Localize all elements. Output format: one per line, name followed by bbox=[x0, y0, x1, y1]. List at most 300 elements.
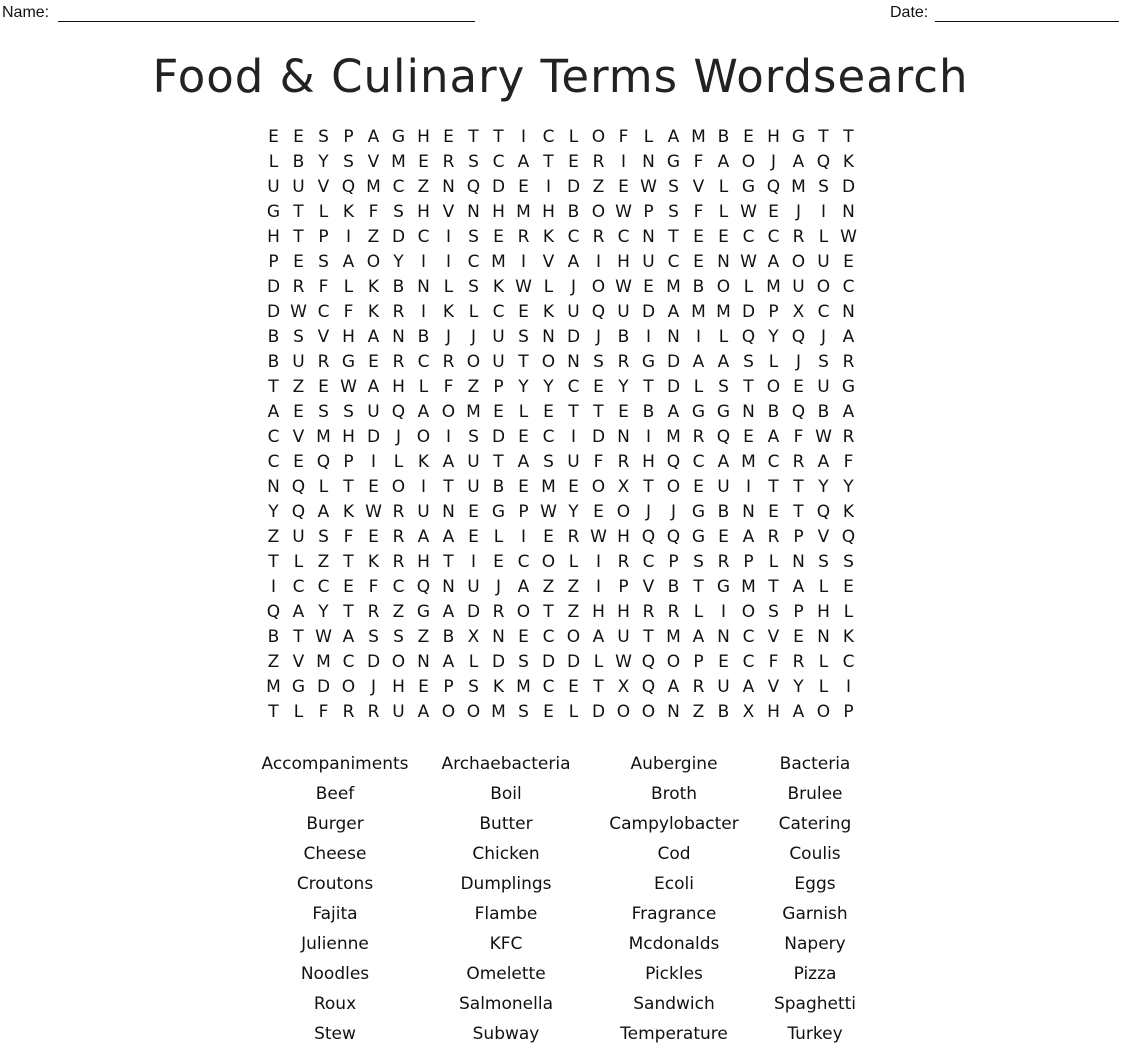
grid-letter: S bbox=[518, 326, 529, 347]
grid-row bbox=[261, 174, 861, 199]
grid-letter: B bbox=[717, 701, 730, 722]
grid-letter: P bbox=[693, 651, 704, 672]
grid-letter: R bbox=[392, 301, 405, 322]
grid-letter: L bbox=[818, 651, 829, 672]
grid-letter: D bbox=[566, 326, 581, 347]
grid-letter: T bbox=[493, 451, 504, 472]
grid-letter: C bbox=[467, 251, 480, 272]
grid-letter: N bbox=[392, 326, 405, 347]
grid-row bbox=[261, 224, 861, 249]
grid-letter: E bbox=[718, 226, 729, 247]
word-list-item: Turkey bbox=[787, 1024, 843, 1044]
grid-letter: P bbox=[768, 301, 779, 322]
word-list-item: Temperature bbox=[620, 1024, 728, 1044]
grid-letter: N bbox=[442, 576, 455, 597]
grid-letter: S bbox=[718, 376, 729, 397]
grid-letter: F bbox=[593, 451, 604, 472]
grid-letter: Z bbox=[392, 601, 405, 622]
grid-letter: A bbox=[517, 576, 530, 597]
grid-letter: L bbox=[418, 376, 429, 397]
grid-letter: R bbox=[617, 351, 630, 372]
grid-letter: I bbox=[520, 526, 526, 547]
grid-row bbox=[261, 449, 861, 474]
grid-letter: I bbox=[345, 226, 351, 247]
grid-letter: C bbox=[517, 551, 530, 572]
word-list-item: Pizza bbox=[793, 964, 837, 984]
grid-letter: E bbox=[418, 151, 429, 172]
grid-letter: O bbox=[441, 401, 456, 422]
grid-letter: M bbox=[716, 301, 731, 322]
grid-letter: E bbox=[518, 176, 529, 197]
grid-letter: P bbox=[318, 226, 329, 247]
grid-row bbox=[261, 649, 861, 674]
date-line[interactable] bbox=[935, 21, 1119, 22]
grid-row bbox=[261, 549, 861, 574]
grid-letter: G bbox=[391, 126, 406, 147]
grid-letter: L bbox=[768, 351, 779, 372]
grid-letter: C bbox=[692, 451, 705, 472]
grid-letter: M bbox=[366, 176, 381, 197]
grid-row bbox=[261, 274, 861, 299]
grid-letter: M bbox=[316, 651, 331, 672]
grid-letter: L bbox=[743, 276, 754, 297]
grid-letter: K bbox=[492, 676, 505, 697]
grid-letter: J bbox=[770, 151, 776, 172]
grid-letter: E bbox=[718, 526, 729, 547]
grid-letter: D bbox=[666, 376, 681, 397]
grid-row bbox=[261, 624, 861, 649]
grid-letter: E bbox=[293, 401, 304, 422]
grid-letter: L bbox=[843, 601, 854, 622]
grid-letter: A bbox=[792, 576, 805, 597]
grid-letter: K bbox=[842, 626, 855, 647]
grid-letter: Z bbox=[267, 651, 280, 672]
grid-letter: R bbox=[292, 276, 305, 297]
grid-letter: X bbox=[617, 476, 630, 497]
grid-letter: M bbox=[666, 626, 681, 647]
grid-letter: O bbox=[716, 276, 731, 297]
date-label: Date: bbox=[890, 4, 929, 21]
grid-letter: U bbox=[467, 576, 480, 597]
grid-letter: U bbox=[292, 176, 305, 197]
grid-letter: H bbox=[617, 601, 630, 622]
grid-letter: I bbox=[570, 426, 576, 447]
grid-letter: K bbox=[342, 201, 355, 222]
grid-letter: A bbox=[842, 401, 855, 422]
grid-letter: O bbox=[541, 551, 556, 572]
grid-letter: T bbox=[443, 476, 454, 497]
grid-letter: A bbox=[792, 701, 805, 722]
grid-row bbox=[261, 349, 861, 374]
grid-letter: D bbox=[566, 651, 581, 672]
grid-letter: R bbox=[642, 601, 655, 622]
grid-letter: I bbox=[370, 451, 376, 472]
grid-letter: N bbox=[442, 176, 455, 197]
grid-letter: Q bbox=[791, 326, 806, 347]
grid-letter: N bbox=[642, 226, 655, 247]
grid-letter: A bbox=[792, 151, 805, 172]
grid-letter: A bbox=[767, 251, 780, 272]
grid-letter: O bbox=[816, 701, 831, 722]
grid-letter: S bbox=[393, 201, 404, 222]
grid-letter: M bbox=[516, 201, 531, 222]
grid-letter: O bbox=[591, 476, 606, 497]
grid-letter: T bbox=[343, 601, 354, 622]
grid-letter: L bbox=[818, 226, 829, 247]
grid-letter: T bbox=[668, 226, 679, 247]
grid-letter: H bbox=[767, 126, 780, 147]
grid-letter: S bbox=[368, 626, 379, 647]
grid-letter: B bbox=[667, 576, 680, 597]
grid-letter: E bbox=[618, 176, 629, 197]
grid-letter: P bbox=[618, 576, 629, 597]
grid-letter: A bbox=[342, 251, 355, 272]
grid-letter: N bbox=[417, 276, 430, 297]
grid-letter: M bbox=[741, 576, 756, 597]
grid-letter: E bbox=[493, 401, 504, 422]
grid-letter: V bbox=[642, 576, 655, 597]
grid-letter: I bbox=[845, 676, 851, 697]
grid-letter: C bbox=[542, 626, 555, 647]
grid-letter: H bbox=[592, 601, 605, 622]
word-list-item: Campylobacter bbox=[609, 814, 739, 834]
grid-letter: Q bbox=[641, 676, 656, 697]
grid-letter: T bbox=[268, 701, 279, 722]
grid-letter: N bbox=[717, 251, 730, 272]
grid-letter: T bbox=[543, 601, 554, 622]
grid-letter: V bbox=[542, 251, 555, 272]
name-line[interactable] bbox=[58, 21, 475, 22]
grid-letter: D bbox=[266, 276, 281, 297]
page-title: Food & Culinary Terms Wordsearch bbox=[152, 50, 969, 103]
word-list-item: Coulis bbox=[789, 844, 841, 864]
grid-letter: Q bbox=[641, 526, 656, 547]
grid-letter: Y bbox=[768, 326, 779, 347]
grid-letter: Y bbox=[618, 376, 629, 397]
grid-letter: U bbox=[367, 401, 380, 422]
grid-letter: G bbox=[341, 351, 356, 372]
grid-letter: F bbox=[318, 701, 329, 722]
grid-letter: U bbox=[467, 451, 480, 472]
grid-letter: S bbox=[518, 651, 529, 672]
grid-letter: E bbox=[768, 201, 779, 222]
grid-row bbox=[261, 299, 861, 324]
grid-letter: D bbox=[466, 601, 481, 622]
grid-letter: E bbox=[543, 526, 554, 547]
grid-letter: E bbox=[568, 476, 579, 497]
grid-letter: Y bbox=[543, 376, 554, 397]
grid-letter: C bbox=[842, 651, 855, 672]
grid-letter: A bbox=[442, 526, 455, 547]
grid-letter: O bbox=[541, 351, 556, 372]
grid-letter: K bbox=[542, 226, 555, 247]
grid-letter: L bbox=[493, 526, 504, 547]
grid-letter: E bbox=[318, 376, 329, 397]
grid-letter: E bbox=[568, 676, 579, 697]
grid-letter: C bbox=[567, 226, 580, 247]
grid-letter: T bbox=[293, 626, 304, 647]
grid-letter: T bbox=[593, 676, 604, 697]
grid-letter: Q bbox=[291, 501, 306, 522]
word-list-item: Julienne bbox=[301, 934, 369, 954]
word-list-item: Broth bbox=[650, 784, 698, 804]
grid-letter: H bbox=[267, 226, 280, 247]
grid-letter: C bbox=[317, 301, 330, 322]
grid-letter: E bbox=[843, 576, 854, 597]
grid-letter: T bbox=[518, 351, 529, 372]
grid-letter: Q bbox=[316, 451, 331, 472]
grid-letter: P bbox=[443, 676, 454, 697]
grid-letter: E bbox=[293, 251, 304, 272]
grid-letter: E bbox=[418, 676, 429, 697]
grid-letter: S bbox=[518, 701, 529, 722]
grid-letter: D bbox=[316, 676, 331, 697]
word-list-item: Dumplings bbox=[460, 874, 552, 894]
grid-letter: Q bbox=[466, 176, 481, 197]
grid-letter: H bbox=[342, 426, 355, 447]
grid-letter: N bbox=[842, 301, 855, 322]
word-list-item: Omelette bbox=[466, 964, 546, 984]
grid-letter: V bbox=[292, 426, 305, 447]
grid-letter: G bbox=[691, 501, 706, 522]
word-list-item: Archaebacteria bbox=[441, 754, 571, 774]
grid-letter: O bbox=[766, 376, 781, 397]
grid-letter: L bbox=[768, 551, 779, 572]
grid-letter: R bbox=[392, 551, 405, 572]
grid-letter: N bbox=[567, 351, 580, 372]
grid-letter: F bbox=[693, 151, 704, 172]
grid-letter: Y bbox=[818, 476, 829, 497]
grid-letter: V bbox=[292, 651, 305, 672]
grid-letter: T bbox=[268, 551, 279, 572]
grid-letter: A bbox=[742, 676, 755, 697]
grid-row bbox=[261, 599, 861, 624]
grid-letter: I bbox=[695, 326, 701, 347]
grid-letter: U bbox=[467, 476, 480, 497]
grid-letter: W bbox=[740, 201, 757, 222]
grid-letter: S bbox=[468, 151, 479, 172]
grid-letter: S bbox=[693, 551, 704, 572]
grid-letter: F bbox=[793, 426, 804, 447]
grid-letter: O bbox=[441, 701, 456, 722]
grid-letter: F bbox=[368, 201, 379, 222]
grid-letter: E bbox=[268, 126, 279, 147]
grid-letter: J bbox=[445, 326, 451, 347]
grid-letter: S bbox=[468, 426, 479, 447]
grid-letter: U bbox=[492, 326, 505, 347]
grid-letter: P bbox=[668, 551, 679, 572]
grid-letter: J bbox=[670, 501, 676, 522]
grid-letter: A bbox=[367, 126, 380, 147]
grid-letter: S bbox=[343, 401, 354, 422]
grid-letter: L bbox=[568, 551, 579, 572]
grid-letter: R bbox=[392, 526, 405, 547]
grid-letter: D bbox=[591, 426, 606, 447]
grid-letter: A bbox=[267, 401, 280, 422]
grid-letter: J bbox=[645, 501, 651, 522]
grid-letter: I bbox=[645, 326, 651, 347]
grid-letter: Z bbox=[692, 701, 705, 722]
grid-letter: T bbox=[793, 501, 804, 522]
grid-letter: P bbox=[743, 551, 754, 572]
grid-letter: U bbox=[492, 351, 505, 372]
grid-letter: N bbox=[642, 151, 655, 172]
grid-letter: C bbox=[392, 176, 405, 197]
grid-row bbox=[261, 199, 861, 224]
grid-letter: B bbox=[617, 326, 630, 347]
grid-letter: O bbox=[741, 601, 756, 622]
grid-letter: C bbox=[742, 226, 755, 247]
grid-letter: A bbox=[292, 601, 305, 622]
grid-letter: U bbox=[292, 526, 305, 547]
grid-letter: I bbox=[595, 551, 601, 572]
grid-letter: F bbox=[343, 526, 354, 547]
grid-letter: N bbox=[542, 326, 555, 347]
grid-letter: U bbox=[792, 276, 805, 297]
grid-letter: T bbox=[293, 201, 304, 222]
grid-letter: G bbox=[841, 376, 856, 397]
grid-letter: I bbox=[595, 576, 601, 597]
grid-letter: I bbox=[520, 126, 526, 147]
word-list-item: Brulee bbox=[787, 784, 843, 804]
grid-letter: T bbox=[343, 551, 354, 572]
grid-letter: Q bbox=[666, 451, 681, 472]
grid-letter: O bbox=[641, 701, 656, 722]
grid-letter: U bbox=[392, 701, 405, 722]
grid-letter: T bbox=[643, 476, 654, 497]
grid-letter: N bbox=[842, 201, 855, 222]
grid-letter: A bbox=[417, 401, 430, 422]
grid-letter: S bbox=[818, 351, 829, 372]
grid-letter: Q bbox=[291, 476, 306, 497]
grid-letter: R bbox=[692, 426, 705, 447]
grid-letter: A bbox=[692, 351, 705, 372]
grid-letter: S bbox=[768, 601, 779, 622]
grid-letter: U bbox=[417, 501, 430, 522]
grid-letter: S bbox=[393, 626, 404, 647]
word-list-item: Accompaniments bbox=[261, 754, 409, 774]
grid-letter: N bbox=[667, 326, 680, 347]
grid-letter: O bbox=[341, 676, 356, 697]
grid-letter: N bbox=[817, 626, 830, 647]
grid-letter: C bbox=[767, 451, 780, 472]
grid-letter: S bbox=[668, 176, 679, 197]
grid-letter: P bbox=[518, 501, 529, 522]
grid-letter: L bbox=[443, 276, 454, 297]
grid-letter: E bbox=[543, 401, 554, 422]
grid-letter: E bbox=[618, 401, 629, 422]
grid-row bbox=[261, 149, 861, 174]
grid-letter: I bbox=[595, 251, 601, 272]
grid-letter: W bbox=[540, 501, 557, 522]
grid-letter: Q bbox=[816, 501, 831, 522]
grid-letter: E bbox=[693, 226, 704, 247]
grid-row bbox=[261, 324, 861, 349]
grid-letter: O bbox=[591, 201, 606, 222]
grid-letter: K bbox=[367, 301, 380, 322]
grid-letter: R bbox=[617, 451, 630, 472]
header bbox=[0, 4, 1121, 24]
grid-letter: L bbox=[293, 701, 304, 722]
grid-letter: H bbox=[417, 201, 430, 222]
grid-letter: O bbox=[391, 476, 406, 497]
grid-letter: S bbox=[318, 126, 329, 147]
grid-letter: R bbox=[592, 151, 605, 172]
grid-row bbox=[261, 574, 861, 599]
grid-letter: E bbox=[343, 576, 354, 597]
grid-letter: S bbox=[543, 451, 554, 472]
grid-letter: O bbox=[591, 126, 606, 147]
grid-row bbox=[261, 499, 861, 524]
word-list-item: Aubergine bbox=[630, 754, 718, 774]
grid-letter: C bbox=[642, 551, 655, 572]
grid-letter: U bbox=[717, 676, 730, 697]
grid-letter: R bbox=[842, 426, 855, 447]
grid-letter: B bbox=[442, 626, 455, 647]
grid-letter: B bbox=[492, 476, 505, 497]
grid-letter: O bbox=[741, 151, 756, 172]
grid-letter: C bbox=[292, 576, 305, 597]
grid-letter: H bbox=[342, 326, 355, 347]
grid-letter: Q bbox=[391, 401, 406, 422]
grid-letter: C bbox=[767, 226, 780, 247]
grid-letter: Q bbox=[841, 526, 856, 547]
grid-letter: U bbox=[617, 626, 630, 647]
grid-letter: W bbox=[615, 276, 632, 297]
grid-letter: B bbox=[817, 401, 830, 422]
grid-letter: T bbox=[343, 476, 354, 497]
word-list-item: Pickles bbox=[645, 964, 703, 984]
grid-letter: R bbox=[392, 351, 405, 372]
grid-letter: Q bbox=[741, 326, 756, 347]
grid-letter: K bbox=[367, 276, 380, 297]
word-list-item: Ecoli bbox=[654, 874, 694, 894]
word-list-item: Sandwich bbox=[633, 994, 715, 1014]
grid-letter: R bbox=[517, 226, 530, 247]
grid-letter: E bbox=[518, 301, 529, 322]
grid-letter: V bbox=[692, 176, 705, 197]
grid-letter: W bbox=[290, 301, 307, 322]
grid-letter: C bbox=[417, 351, 430, 372]
grid-letter: H bbox=[417, 126, 430, 147]
grid-letter: K bbox=[417, 451, 430, 472]
grid-letter: M bbox=[791, 176, 806, 197]
grid-letter: I bbox=[620, 151, 626, 172]
grid-letter: Z bbox=[292, 376, 305, 397]
grid-letter: E bbox=[518, 476, 529, 497]
grid-letter: W bbox=[740, 251, 757, 272]
grid-letter: Z bbox=[317, 551, 330, 572]
word-list-item: Butter bbox=[479, 814, 533, 834]
grid-letter: A bbox=[442, 601, 455, 622]
word-list-item: Catering bbox=[778, 814, 852, 834]
grid-letter: A bbox=[442, 651, 455, 672]
grid-letter: Y bbox=[393, 251, 404, 272]
grid-letter: E bbox=[768, 501, 779, 522]
grid-letter: E bbox=[593, 376, 604, 397]
grid-letter: I bbox=[420, 301, 426, 322]
grid-letter: O bbox=[366, 251, 381, 272]
grid-letter: E bbox=[368, 351, 379, 372]
grid-letter: F bbox=[618, 126, 629, 147]
grid-letter: D bbox=[391, 226, 406, 247]
grid-letter: K bbox=[442, 301, 455, 322]
grid-letter: Q bbox=[641, 651, 656, 672]
grid-letter: I bbox=[420, 476, 426, 497]
grid-letter: N bbox=[417, 651, 430, 672]
grid-letter: V bbox=[767, 676, 780, 697]
grid-letter: Z bbox=[567, 576, 580, 597]
